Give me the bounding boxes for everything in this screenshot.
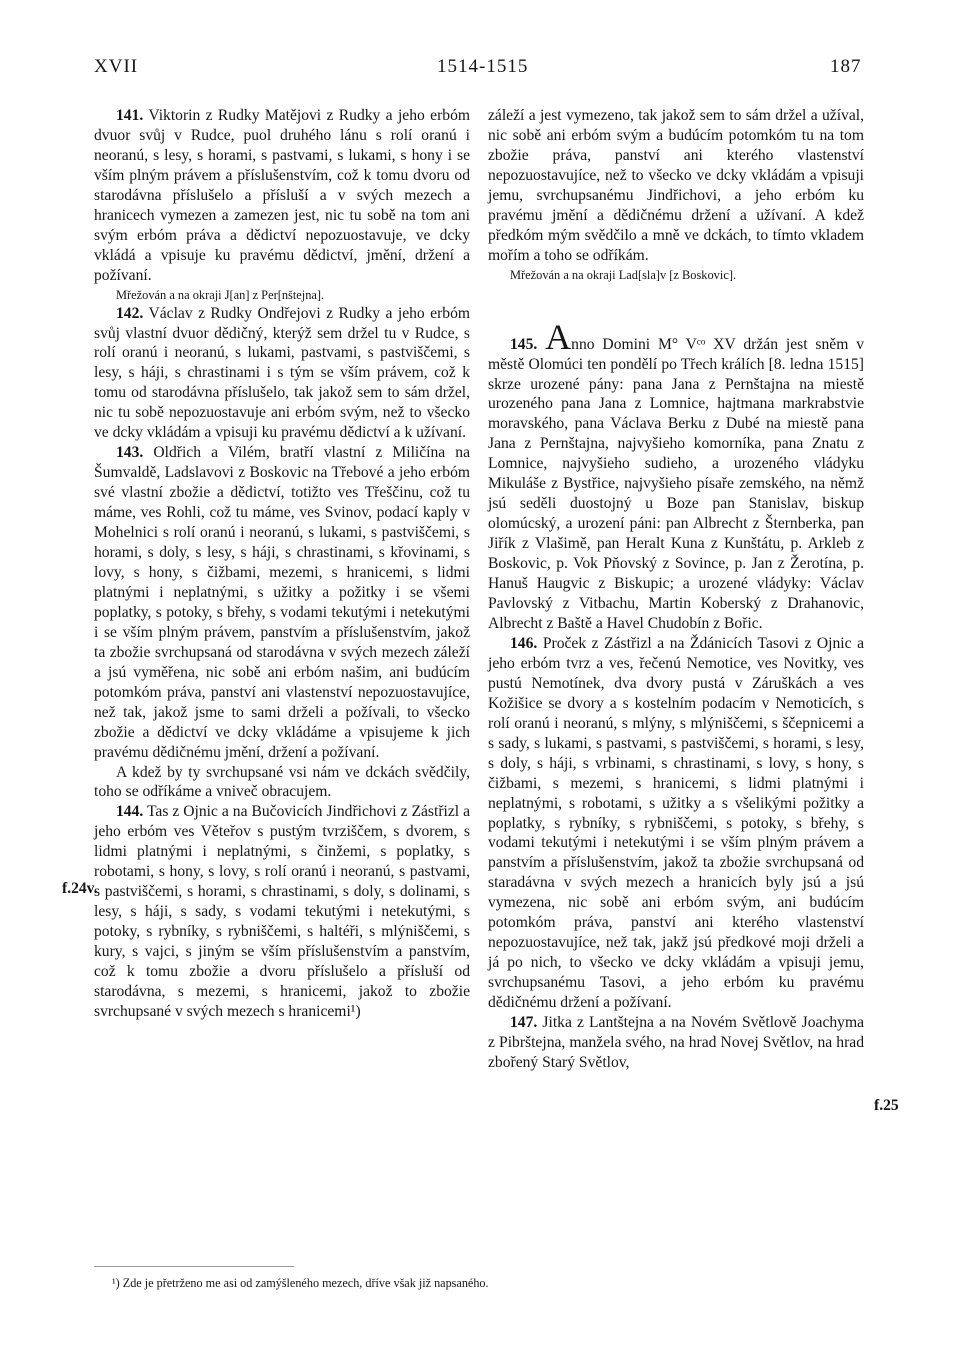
entry-141 <box>94 106 470 286</box>
entry-142 <box>94 304 470 444</box>
entry-text: Tas z Ojnic a na Bučovicích Jindřichovi z Zástřizl a jeho erbóm ves Věteřov s pustým tvrziščem, s dvorem, s lidmi platnými i neplatnými, s činžemi, s poplatky, s robotami, s hony, s lovy, s rolí oranú i neoranú, s pastvami, s pastviščemi, s horami, s chrastinami, s doly, s dolinami, s lesy, s háji, s sady, s vodami tekutými i netekutými, s potoky, s rybníky, s rybniščemi, s haltéři, s mlýniščemi, s kury, s vajci, s jiným se vším příslušenstvím a panstvím, což k tomu zbožie a dvoru příslušelo a přísluší od starodávna, s mezemi, s hranicemi, jakož to zbožie svrchupsané v svých mezech s hranicemi¹) <box>94 803 470 1020</box>
entry-144-continuation: záleží a jest vymezeno, tak jakož sem to sám držel a užíval, nic sobě ani erbóm svým a budúcím potomkóm tu na tom zbožie práva, panství ani kterého vlastenství nepozuostavujíce, než to všecko ve dcky vkládám a vpisuji jemu, svrchupsanému Jindřichovi, a jeho erbóm ku pravému jmění a dědičnému držení a užívaní. A kdež předkóm mým svědčilo a mně ve dckách, to tímto vkladem mořím a toho se odříkám. <box>488 107 864 264</box>
entry-text: nno Domini M° Vᶜᵒ XV držán jest sněm v městě Olomúci ten pondělí po Třech králích [8. ledna 1515] skrze urozené pány: pana Jana z Pernštajna na miestě urozeného pana Jana z Lomnice, hajtmana markrabstvie moravského, pana Václava Berku z Dubé na miestě pana Jana z Pernštajna, najvyšieho komorníka, pana Znatu z Lomnice, najvyšieho sudieho, a urozeného vládyku Mikuláše z Bystřice, najvyšieho písaře zemského, na němž jsú seděli duostojný u Boze pan Stanislav, biskup olomúcský, a urození páni: pan Albrecht z Šternberka, pan Jiřík z Vlašimě, pan Heralt Kuna z Kunštátu, p. Arkleb z Boskovic, p. Vok Pňovský z Sovince, p. Jan z Žerotína, p. Hanuš Haugvic z Biskupic; a urozené vládyky: Václav Pavlovský z Vitbachu, Martin Koberský z Drahanovic, Albrecht z Baště a Havel Chudobín z Bořic. <box>488 335 864 632</box>
entry-note: Mřežován a na okraji Lad[sla]v [z Boskovic]. <box>510 267 737 282</box>
entry-144 <box>94 802 470 1021</box>
initial-letter: A <box>545 316 572 357</box>
margin-note-folio-25: f.25 <box>874 1097 899 1114</box>
entry-text: Proček z Zástřizl a na Ždánicích Tasovi z Ojnic a jeho erbóm tvrz a ves, řečenú Nemotice, ves Novitky, ves pustú Nemotínek, dva dvory pustá v Záruškách a ves Kožišice se dvory a s kostelním podacím v Nemoticích, s rolí oranú i neoranú, s mlýny, s mlýniščemi, s ščepnicemi a s sady, s lukami, s pastvami, s pastviščemi, s horami, s lesy, s doly, s háji, s vrbinami, s chrastinami, s lovy, s hony, s čižbami, s mezemi, s hranicemi, s lidmi platnými i neplatnými, s robotami, s užitky a s všelikými požitky a poplatky, s rybníky, s rybniščemi, s potoky, s břehy, s vodami tekutými i netekutými i se vším plným právem a panstvím a příslušenstvím, jakož ta zbožie svrchupsaná od staradávna v svých mezech a hranicích byly jsú a jsú vymezena, nic sobě ani erbóm svým, ani budúcím potomkóm práva, panství ani kterého vlastenství nepozuostavujíce, než tak, jakž jsú předkové moji drželi a já po nich, to všecko ve dcky vkládám a vpisuji jemu, svrchupsanému Tasovi, a jeho erbóm ku pravému dědičnému držení a požívaní. <box>488 634 864 1012</box>
entry-number: 144. <box>116 803 144 821</box>
margin-note-folio-24v: f.24v. <box>62 880 98 897</box>
entry-147 <box>488 1013 864 1073</box>
entry-146 <box>488 634 864 1013</box>
entry-text: Jitka z Lantštejna a na Novém Světlově Joachyma z Pibrštejna, manžela svého, na hrad Novej Světlov, na hrad zbořený Starý Světlov, <box>488 1014 865 1071</box>
entry-143 <box>94 443 470 762</box>
entry-number: 141. <box>116 107 144 124</box>
entry-145 <box>488 316 864 634</box>
entry-text: Viktorin z Rudky Matějovi z Rudky a jeho erbóm dvuor svůj v Rudce, puol druhého lánu s rolí oranú i neoranú, s lesy, s horami, s pastvami, s lukami, s hony i se vším plným právem a příslušenstvím, což k tomu dvoru od starodávna příslušelo a přísluší a v svých mezech a hranicech vymezen a zamezen jest, nic tu sobě na tom ani svým erbóm práva a dědictví nepozuostavuje, ve dcky vkládá a vpisuje ku pravému dědictví, jmění, držení a požívaní. <box>94 107 470 284</box>
footnote: ¹) Zde je přetrženo me asi od zamýšleného mezech, dříve však již napsaného. <box>112 1276 489 1290</box>
entry-143-addendum: A kdež by ty svrchupsané vsi nám ve dckách svědčily, toho se odříkáme a vniveč obracujem. <box>94 763 470 801</box>
entry-number: 145. <box>510 335 538 353</box>
entry-number: 142. <box>116 304 144 322</box>
volume-numeral: XVII <box>94 56 139 77</box>
entry-number: 147. <box>510 1014 538 1032</box>
page-number: 187 <box>830 56 862 77</box>
footnote-divider <box>94 1266 294 1267</box>
entry-text: Václav z Rudky Ondřejovi z Rudky a jeho erbóm svůj vlastní dvuor dědičný, kterýž sem držel tu v Rudce, s rolí oranú i neoranú, s lukami, pastvami, s pastviščemi, s lesy, s háji, s chrastinami i s tým se vším právem, což k tomu od starodávna příslušelo, tak jakož sem to sám držel, nic tu sobě nepozuostavuje ani erbóm svým, než to všecko ve dcky vkládám a vpisuji ku pravému dědictví a k užívaní. <box>94 304 470 442</box>
entry-number: 143. <box>116 444 144 462</box>
right-column <box>488 106 864 1073</box>
entry-number: 146. <box>510 634 538 652</box>
left-column <box>94 106 470 1022</box>
year-range: 1514-1515 <box>437 56 529 77</box>
entry-text: Oldřich a Vilém, bratří vlastní z Miličína na Šumvaldě, Ladslavovi z Boskovic na Třebové a jeho erbóm své vlastní zbožie a dědictví, totižto ves Třeščinu, což tu máme, ves Rohli, což tu máme, ves Svinov, podací kaply v Mohelnici s rolí oranú i neoranú, s lukami, s pastviščemi, s horami, s doly, s lesy, s háji, s chrastinami, s křovinami, s lovy, s hony, s čižbami, mezemi, s hranicemi, s lidmi platnými i neplatnými, s užitky a požitky i se všemi poplatky, s potoky, s břehy, s vodami tekutými i netekutými i se vším plným právem, panstvím a příslušenstvím, jakož ta zbožie svrchupsaná od starodávna v svých mezech záleží a jsú vyměřena, nic sobě ani erbóm našim, ani budúcím potomkóm práva, panství ani vlastenství nepozuostavujíce, než tak, jakož jsme to sami drželi a požívali, to všecko zbožie a dědictví ve dcky vkládáme a vpisujeme k jich pravému dědičnému jmění, držení a požívaní. <box>94 444 470 761</box>
entry-note: Mřežován a na okraji J[an] z Per[nštejna]. <box>116 287 325 302</box>
